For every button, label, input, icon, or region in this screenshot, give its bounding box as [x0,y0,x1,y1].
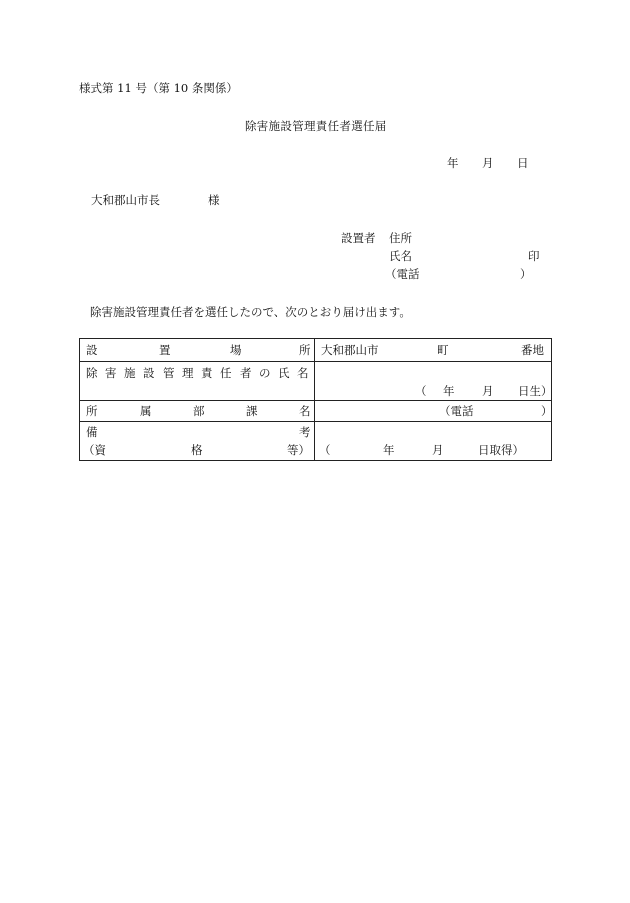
statement: 除害施設管理責任者を選任したので、次のとおり届け出ます。 [90,305,411,319]
label-char: 等） [287,443,310,457]
date-year-label: 年 [447,156,459,170]
acquired-paren-open: （ [319,443,331,457]
label-cell-manager [80,362,315,401]
label-char: 場 [230,343,242,357]
form-number: 様式第 11 号（第 10 条関係） [79,81,238,95]
table-row-location [80,339,552,362]
label-char: 除 [86,366,98,380]
birth-paren-open: （ [415,384,427,398]
addressee-honorific: 様 [208,193,220,207]
birth-month-label: 月 [482,384,494,398]
label-char: 設 [86,343,98,357]
table-row-manager [80,362,552,401]
label-char: 氏 [278,366,290,380]
location-town: 町 [437,343,449,357]
label-char: 名 [299,404,311,418]
location-city: 大和郡山市 [321,343,379,357]
label-char: 属 [140,404,152,418]
label-char: 部 [193,404,205,418]
label-char: 名 [297,366,309,380]
label-cell-remarks [80,422,315,461]
label-char: 考 [299,425,311,439]
label-char: 者 [240,366,252,380]
label-char: の [259,366,271,380]
label-char: 害 [105,366,117,380]
birth-day-label: 日生） [518,384,553,398]
label-char: 置 [159,343,171,357]
label-char: 施 [124,366,136,380]
label-char: 管 [163,366,175,380]
label-cell-department [80,401,315,422]
acquired-year-label: 年 [383,443,395,457]
label-cell-location [80,339,315,362]
date-day-label: 日 [517,156,529,170]
notification-table [79,338,552,461]
label-char: 所 [86,404,98,418]
seal-mark: 印 [528,249,540,263]
label-char: 格 [191,443,203,457]
value-cell-location[interactable] [315,339,552,362]
addressee-name: 大和郡山市長 [91,193,160,207]
phone-open: （電話 [385,267,420,281]
phone-close: ） [520,267,532,281]
label-char: 課 [246,404,258,418]
location-banchi: 番地 [521,343,544,357]
name-label: 氏名 [389,249,412,263]
label-char: 責 [201,366,213,380]
acquired-day-label: 日取得） [478,443,524,457]
document-title: 除害施設管理責任者選任届 [245,119,387,133]
label-char: 備 [86,425,98,439]
value-cell-remarks[interactable] [315,422,552,461]
label-char: 所 [299,343,311,357]
address-label: 住所 [389,231,412,245]
label-char: 任 [220,366,232,380]
department-phone-close: ） [541,404,553,418]
date-month-label: 月 [482,156,494,170]
acquired-month-label: 月 [432,443,444,457]
label-char: 理 [182,366,194,380]
value-cell-manager[interactable] [315,362,552,401]
birth-year-label: 年 [443,384,455,398]
department-phone-open: （電話 [439,404,474,418]
value-cell-department[interactable] [315,401,552,422]
table-row-department [80,401,552,422]
label-char: （資 [83,443,106,457]
label-char: 設 [143,366,155,380]
table-row-remarks [80,422,552,461]
applicant-label: 設置者 [341,231,376,245]
